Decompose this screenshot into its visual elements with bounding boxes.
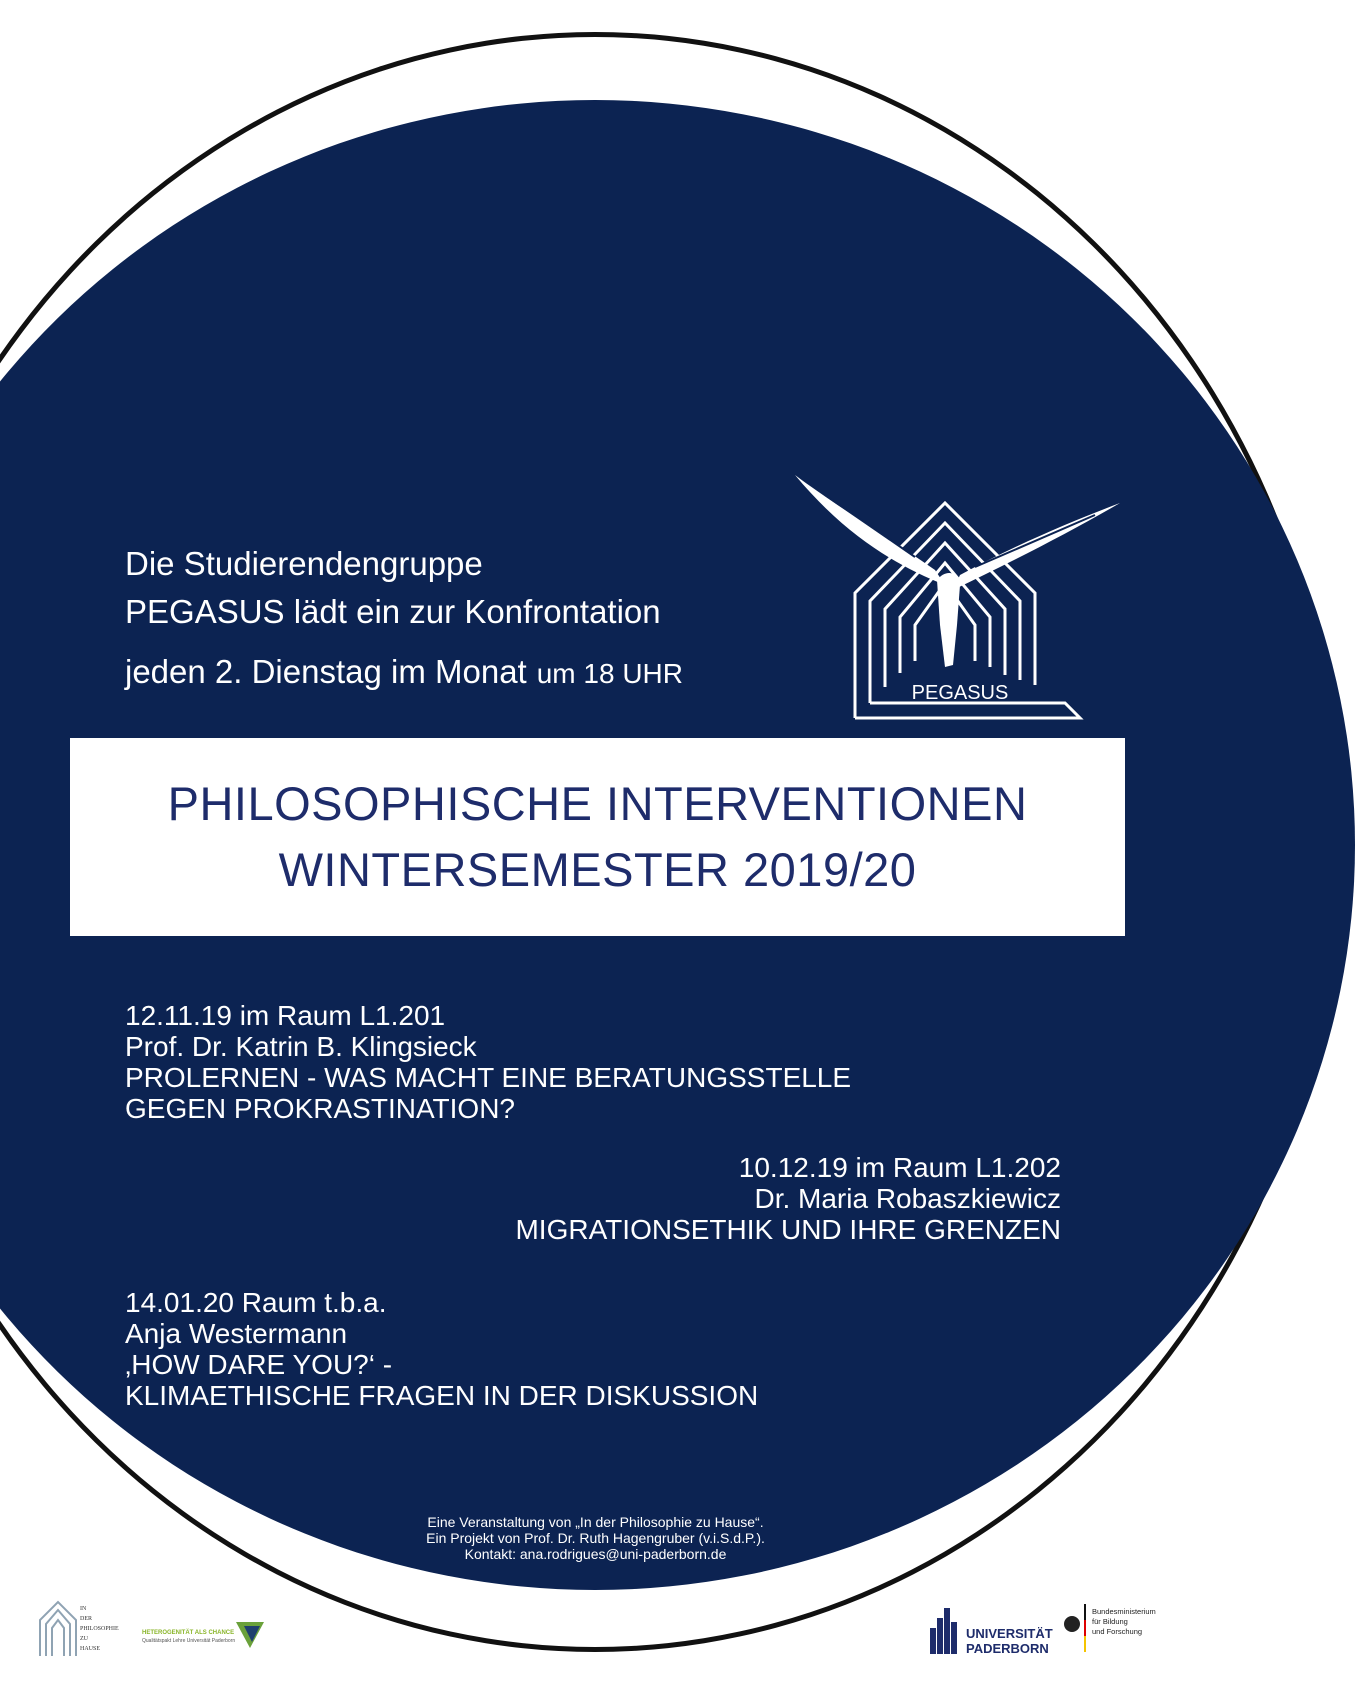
house-label-5: HAUSE <box>80 1646 101 1652</box>
banner-title: PHILOSOPHISCHE INTERVENTIONEN <box>167 777 1028 830</box>
intro-block <box>125 540 683 698</box>
hetero-title: HETEROGENITÄT ALS CHANCE <box>142 1630 235 1636</box>
pegasus-logo-label: PEGASUS <box>911 682 1009 704</box>
bmbf-line-3: und Forschung <box>1092 1627 1143 1636</box>
intro-line-1: Die Studierendengruppe <box>125 545 483 582</box>
event-title-line-1: ‚HOW DARE YOU?‘ - <box>125 1349 393 1380</box>
event-3 <box>125 1287 758 1411</box>
schedule-text: jeden 2. Dienstag im Monat <box>125 653 527 690</box>
heterogenitaet-logo <box>140 1598 265 1658</box>
intro-line-2: PEGASUS lädt ein zur Konfrontation <box>125 593 661 630</box>
philosophie-zu-hause-logo <box>36 1598 119 1658</box>
title-banner <box>70 738 1125 936</box>
event-date-room: 14.01.20 Raum t.b.a. <box>125 1287 387 1318</box>
house-label-4: ZU <box>80 1636 88 1642</box>
event-speaker: Prof. Dr. Katrin B. Klingsieck <box>125 1031 477 1062</box>
schedule-time: um 18 UHR <box>536 658 683 689</box>
bmbf-logo <box>1062 1598 1182 1658</box>
event-2 <box>515 1152 1061 1245</box>
pegasus-logo <box>795 475 1120 727</box>
intro-line-3 <box>125 648 683 698</box>
event-title-line-2: GEGEN PROKRASTINATION? <box>125 1093 515 1124</box>
event-date-room: 10.12.19 im Raum L1.202 <box>738 1152 1061 1183</box>
house-label-1: IN <box>80 1606 87 1612</box>
event-1 <box>125 1000 851 1124</box>
hetero-subtitle: Qualitätspakt Lehre Universität Paderborn <box>142 1638 236 1644</box>
event-title-line-2: KLIMAETHISCHE FRAGEN IN DER DISKUSSION <box>125 1380 759 1411</box>
footer-line-2: Ein Projekt von Prof. Dr. Ruth Hagengruber (v.i.S.d.P.). <box>426 1530 765 1546</box>
event-title-line-1: MIGRATIONSETHIK UND IHRE GRENZEN <box>515 1214 1061 1245</box>
upb-line-2: PADERBORN <box>966 1641 1049 1656</box>
upb-line-1: UNIVERSITÄT <box>966 1626 1053 1641</box>
bmbf-line-1: Bundesministerium <box>1092 1607 1156 1616</box>
footer-contact: Kontakt: ana.rodrigues@uni-paderborn.de <box>464 1546 727 1562</box>
banner-subtitle: WINTERSEMESTER 2019/20 <box>278 843 917 896</box>
upb-logo <box>928 1598 1058 1658</box>
house-label-2: DER <box>80 1616 92 1622</box>
house-label-3: PHILOSOPHIE <box>80 1626 119 1632</box>
event-speaker: Dr. Maria Robaszkiewicz <box>754 1183 1061 1214</box>
event-title-line-1: PROLERNEN - WAS MACHT EINE BERATUNGSSTELLE <box>125 1062 852 1093</box>
footer-credits <box>0 1514 1191 1562</box>
bmbf-line-2: für Bildung <box>1092 1617 1128 1626</box>
footer-line-1: Eine Veranstaltung von „In der Philosophie zu Hause“. <box>427 1514 764 1530</box>
event-speaker: Anja Westermann <box>125 1318 348 1349</box>
event-date-room: 12.11.19 im Raum L1.201 <box>125 1000 446 1031</box>
